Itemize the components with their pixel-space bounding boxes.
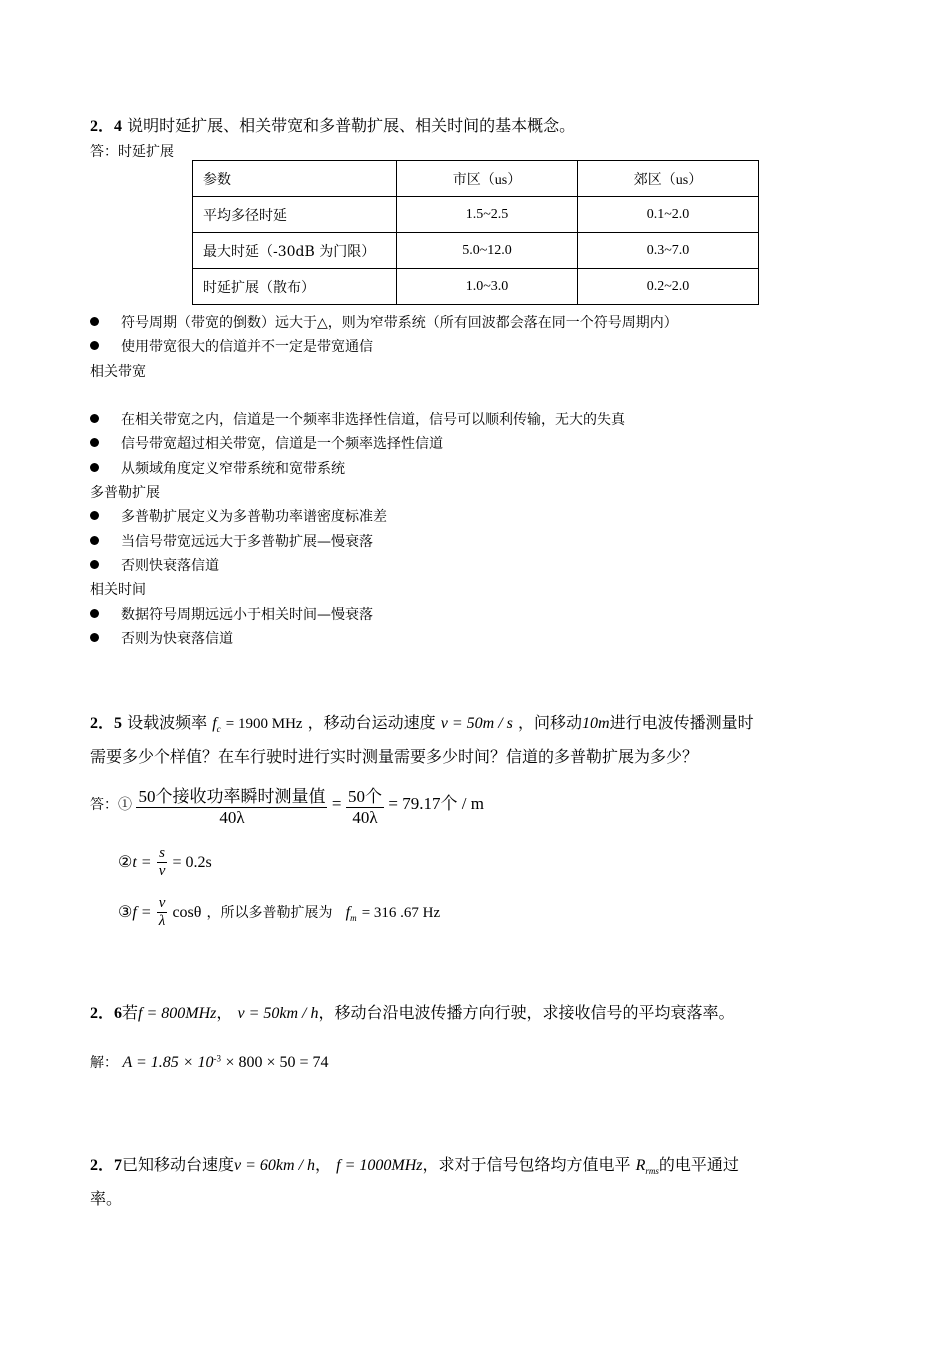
q26-number: 2．6 <box>90 1005 123 1022</box>
bullet-icon <box>90 438 99 447</box>
table-cell: 平均多径时延 <box>193 197 397 233</box>
table-cell: 5.0~12.0 <box>397 233 578 269</box>
q25-answer-1: 答：① $\frac{\text{50个接收功率瞬时测量值}}{40\lambda}$ = $\frac{\text{50个}}{40\lambda}$ = 79.17个 / m <box>90 782 484 828</box>
q27-number: 2．7 <box>90 1157 123 1174</box>
q26-heading: 2．6若f = 800MHz， v = 50km / h，移动台沿电波传播方向行驶，求接收信号的平均衰落率。 <box>90 1003 735 1022</box>
bullet-icon <box>90 536 99 545</box>
fraction: $\frac{\text{50个}}{40\lambda}$ <box>346 782 384 828</box>
list-item: 信号带宽超过相关带宽，信道是一个频率选择性信道 <box>90 433 443 453</box>
bullet-icon <box>90 463 99 472</box>
q27-heading: 2．7已知移动台速度v = 60km / h， f = 1000MHz，求对于信号包络均方值电平 $R_{rms}$的电平通过 <box>90 1155 739 1177</box>
table-row <box>193 269 759 305</box>
table-header-cell: 市区（us） <box>397 161 578 197</box>
table-cell: 0.2~2.0 <box>578 269 759 305</box>
bullet-icon <box>90 560 99 569</box>
q26-solution: 解： $A = 1.85 \times 10^{-3} \times 800 \times 50 = 74$ <box>90 1053 329 1071</box>
list-item: 在相关带宽之内，信道是一个频率非选择性信道，信号可以顺利传输，无大的失真 <box>90 409 625 429</box>
bullet-icon <box>90 609 99 618</box>
fraction: $\frac{s}{v}$ <box>158 845 166 879</box>
velocity-formula: v = 50m / s <box>440 715 513 732</box>
list-item: 否则快衰落信道 <box>90 555 219 575</box>
table-cell: 0.1~2.0 <box>578 197 759 233</box>
table-cell: 时延扩展（散布） <box>193 269 397 305</box>
q25-line2: 需要多少个样值？在车行驶时进行实时测量需要多少时间？信道的多普勒扩展为多少？ <box>90 747 699 766</box>
table-header-row <box>193 161 759 197</box>
q27-line2: 率。 <box>90 1189 123 1208</box>
table-cell: 0.3~7.0 <box>578 233 759 269</box>
q24-text: 说明时延扩展、相关带宽和多普勒扩展、相关时间的基本概念。 <box>127 116 576 135</box>
bullet-icon <box>90 511 99 520</box>
bullet-icon <box>90 633 99 642</box>
table-row <box>193 233 759 269</box>
table-header-cell: 参数 <box>193 161 397 197</box>
q24-number: 2．4 <box>90 118 123 135</box>
section-title-coherence-bandwidth: 相关带宽 <box>90 364 146 380</box>
list-item: 使用带宽很大的信道并不一定是带宽通信 <box>90 336 373 356</box>
table-cell: 最大时延（-30dB 为门限） <box>193 233 397 269</box>
q25-answer-2: ②t = $\frac{s}{v}$ = 0.2s <box>118 845 212 879</box>
section-title-doppler-spread: 多普勒扩展 <box>90 485 160 501</box>
list-item: 符号周期（带宽的倒数）远大于△，则为窄带系统（所有回波都会落在同一个符号周期内） <box>90 312 678 332</box>
fraction: $\frac{\text{50个接收功率瞬时测量值}}{40\lambda}$ <box>136 782 327 828</box>
section-title-coherence-time: 相关时间 <box>90 582 146 598</box>
list-item: 数据符号周期远远小于相关时间—慢衰落 <box>90 604 373 624</box>
table-header-cell: 郊区（us） <box>578 161 759 197</box>
bullet-icon <box>90 414 99 423</box>
q24-heading <box>90 113 575 136</box>
q24-answer-label: 答：时延扩展 <box>90 144 174 160</box>
fraction: $\frac{v}{\lambda}$ <box>158 895 166 929</box>
bullet-icon <box>90 317 99 326</box>
q25-answer-3: ③f = $\frac{v}{\lambda}$ cosθ ，所以多普勒扩展为 $f_m = 316$ .67 Hz <box>118 895 441 929</box>
delay-spread-table <box>192 160 759 305</box>
table-cell: 1.0~3.0 <box>397 269 578 305</box>
bullet-icon <box>90 341 99 350</box>
list-item: 多普勒扩展定义为多普勒功率谱密度标准差 <box>90 506 387 526</box>
list-item: 当信号带宽远远大于多普勒扩展—慢衰落 <box>90 531 373 551</box>
q25-heading: 2．5 设载波频率 $f_c = 1900$ MHz ，移动台运动速度 v = 50m / s ，问移动10m进行电波传播测量时 <box>90 713 754 735</box>
q25-number: 2．5 <box>90 715 123 732</box>
table-row <box>193 197 759 233</box>
table-cell: 1.5~2.5 <box>397 197 578 233</box>
list-item: 否则为快衰落信道 <box>90 628 233 648</box>
carrier-frequency-formula: $f_c$ <box>212 715 221 735</box>
list-item: 从频域角度定义窄带系统和宽带系统 <box>90 458 345 478</box>
